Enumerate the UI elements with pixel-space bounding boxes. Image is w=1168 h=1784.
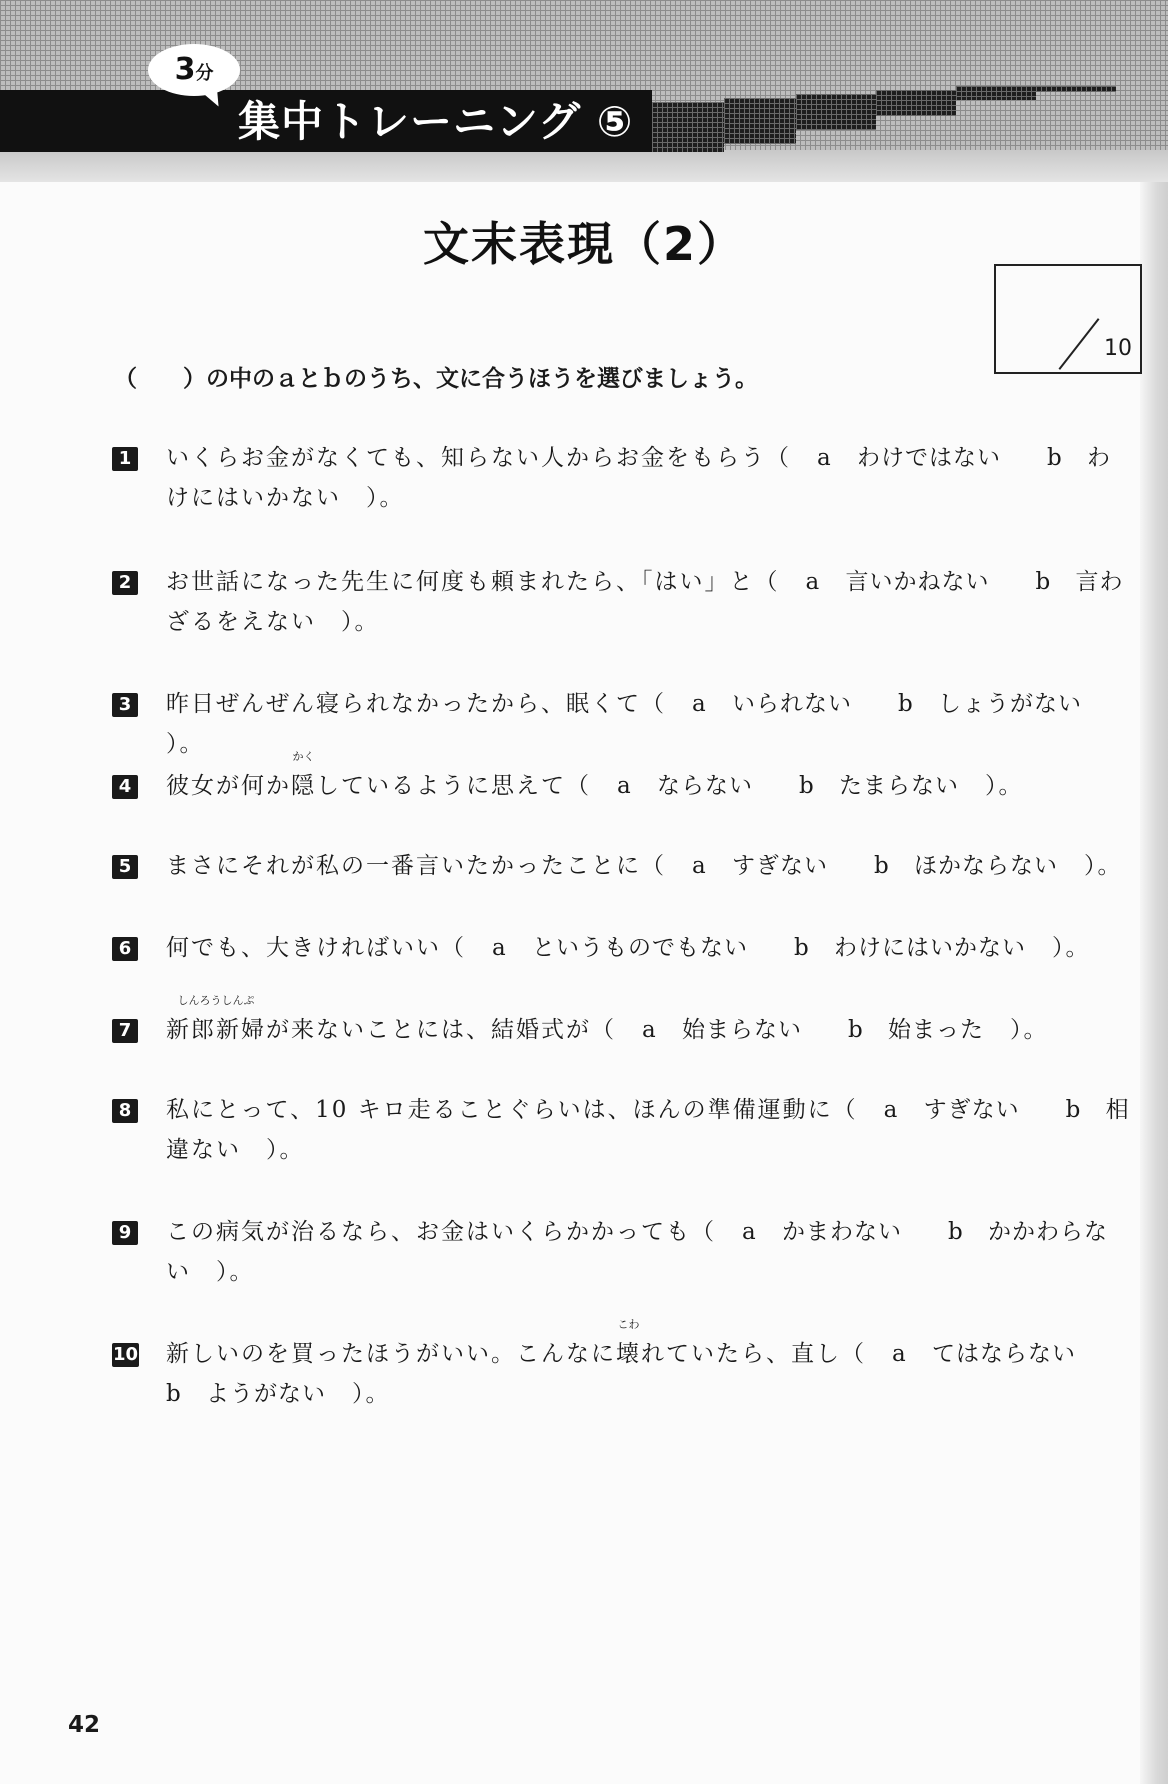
question-end: ）。	[1084, 853, 1123, 879]
option-a[interactable]: すぎない	[923, 1097, 1020, 1123]
instruction: （ ）の中のａとｂのうち、文に合うほうを選びましょう。	[114, 366, 758, 392]
option-b[interactable]: たまらない	[839, 773, 959, 799]
option-a[interactable]: てはならない	[932, 1341, 1076, 1367]
question-text: 新しいのを買ったほうがいい。こんなに	[166, 1341, 616, 1367]
option-a-label: a	[805, 569, 822, 595]
question-text: 私にとって、10 キロ走ることぐらいは、ほんの準備運動に（	[166, 1097, 858, 1123]
option-a-label: a	[617, 773, 633, 799]
option-b-label: b	[799, 773, 816, 799]
option-b-label: b	[1047, 445, 1064, 471]
question-number: 8	[112, 1099, 138, 1123]
question-number: 9	[112, 1221, 138, 1245]
question-number: 6	[112, 937, 138, 961]
option-b[interactable]: 相	[1105, 1097, 1130, 1123]
question-8	[112, 1090, 1142, 1170]
option-a[interactable]: 言いかねない	[845, 569, 990, 595]
option-a-label: a	[817, 445, 833, 471]
question-text-post: が来ないことには、結婚式が（	[266, 1017, 616, 1043]
question-4	[112, 750, 1142, 806]
question-text-cont: ざるをえない ）。	[166, 609, 380, 635]
furigana: かく	[292, 750, 315, 763]
question-end: ）。	[985, 773, 1024, 799]
question-text-cont: い ）。	[166, 1259, 255, 1285]
question-7	[112, 994, 1142, 1050]
question-text: いくらお金がなくても、知らない人からお金をもらう（	[166, 445, 791, 471]
option-b[interactable]: ようがない	[206, 1381, 326, 1407]
furigana: こわ	[617, 1318, 640, 1331]
option-b[interactable]: わけにはいかない	[834, 935, 1026, 961]
option-b-label: b	[898, 691, 915, 717]
option-a[interactable]: かまわない	[782, 1219, 902, 1245]
option-b[interactable]: かかわらな	[988, 1219, 1108, 1245]
option-a[interactable]: わけではない	[857, 445, 1001, 471]
option-b[interactable]: ほかならない	[914, 853, 1058, 879]
option-a[interactable]: というものでもない	[532, 935, 748, 961]
question-number: 4	[112, 775, 138, 799]
question-6	[112, 928, 1142, 968]
badge-number: 3	[174, 52, 196, 87]
ruby-base: 新郎新婦	[166, 1017, 266, 1043]
question-end: ）。	[1052, 935, 1091, 961]
option-b[interactable]: 始まった	[888, 1017, 984, 1043]
page-title: 文末表現（2）	[422, 217, 745, 271]
question-1	[112, 438, 1142, 518]
question-10	[112, 1318, 1142, 1414]
option-b-label: b	[948, 1219, 965, 1245]
option-a-label: a	[492, 935, 508, 961]
question-text-post: しているように思えて（	[316, 773, 591, 799]
question-text: お世話になった先生に何度も頼まれたら、「はい」と（	[166, 569, 780, 595]
option-a[interactable]: ならない	[657, 773, 753, 799]
option-a-label: a	[692, 691, 708, 717]
question-text: 彼女が何か	[166, 773, 291, 799]
option-a-label: a	[692, 853, 708, 879]
score-total: 10	[1104, 336, 1132, 361]
header-steps-decoration	[652, 86, 1152, 152]
option-b-label: b	[1065, 1097, 1083, 1123]
question-end: ）。	[352, 1381, 391, 1407]
question-9	[112, 1212, 1142, 1292]
option-b-label: b	[1035, 569, 1053, 595]
option-b-label: b	[874, 853, 891, 879]
option-b[interactable]: わ	[1087, 445, 1111, 471]
ruby-base: 隠	[291, 773, 316, 799]
furigana: しんろうしんぷ	[177, 994, 255, 1007]
question-text: この病気が治るなら、お金はいくらかかっても（	[166, 1219, 716, 1245]
option-a[interactable]: いられない	[732, 691, 852, 717]
option-a-label: a	[642, 1017, 658, 1043]
time-badge	[148, 44, 240, 96]
question-text-cont: 違ない ）。	[166, 1137, 305, 1163]
option-b-label: b	[848, 1017, 865, 1043]
question-text: まさにそれが私の一番言いたかったことに（	[166, 853, 666, 879]
question-number: 10	[113, 1344, 139, 1365]
question-text: 何でも、大きければいい（	[166, 935, 466, 961]
option-b[interactable]: しょうがない	[938, 691, 1082, 717]
question-number: 2	[112, 571, 138, 595]
question-number: 7	[112, 1019, 138, 1043]
question-end: ）。	[1010, 1017, 1049, 1043]
page-number: 42	[68, 1712, 101, 1738]
question-5	[112, 846, 1142, 886]
ruby-base: 壊	[616, 1341, 641, 1367]
question-text: 昨日ぜんぜん寝られなかったから、眠くて（	[166, 691, 666, 717]
question-text-post: れていたら、直し（	[641, 1341, 866, 1367]
question-2	[112, 562, 1142, 642]
question-number: 1	[112, 447, 138, 471]
section-title: 集中トレーニング ⑤	[238, 97, 634, 146]
question-number: 3	[112, 693, 138, 717]
option-a[interactable]: 始まらない	[682, 1017, 802, 1043]
badge-unit: 分	[195, 63, 214, 84]
page-binding-shadow	[1140, 180, 1168, 1784]
question-text-cont: けにはいかない ）。	[166, 485, 405, 511]
option-b[interactable]: 言わ	[1075, 569, 1124, 595]
question-end: ）。	[166, 731, 205, 757]
option-b-label: b	[794, 935, 811, 961]
question-number: 5	[112, 855, 138, 879]
header-fade	[0, 150, 1168, 182]
option-a-label: a	[883, 1097, 900, 1123]
option-a-label: a	[892, 1341, 908, 1367]
question-3	[112, 684, 1142, 764]
option-a[interactable]: すぎない	[732, 853, 828, 879]
option-b-label: b	[166, 1381, 183, 1407]
option-a-label: a	[742, 1219, 758, 1245]
